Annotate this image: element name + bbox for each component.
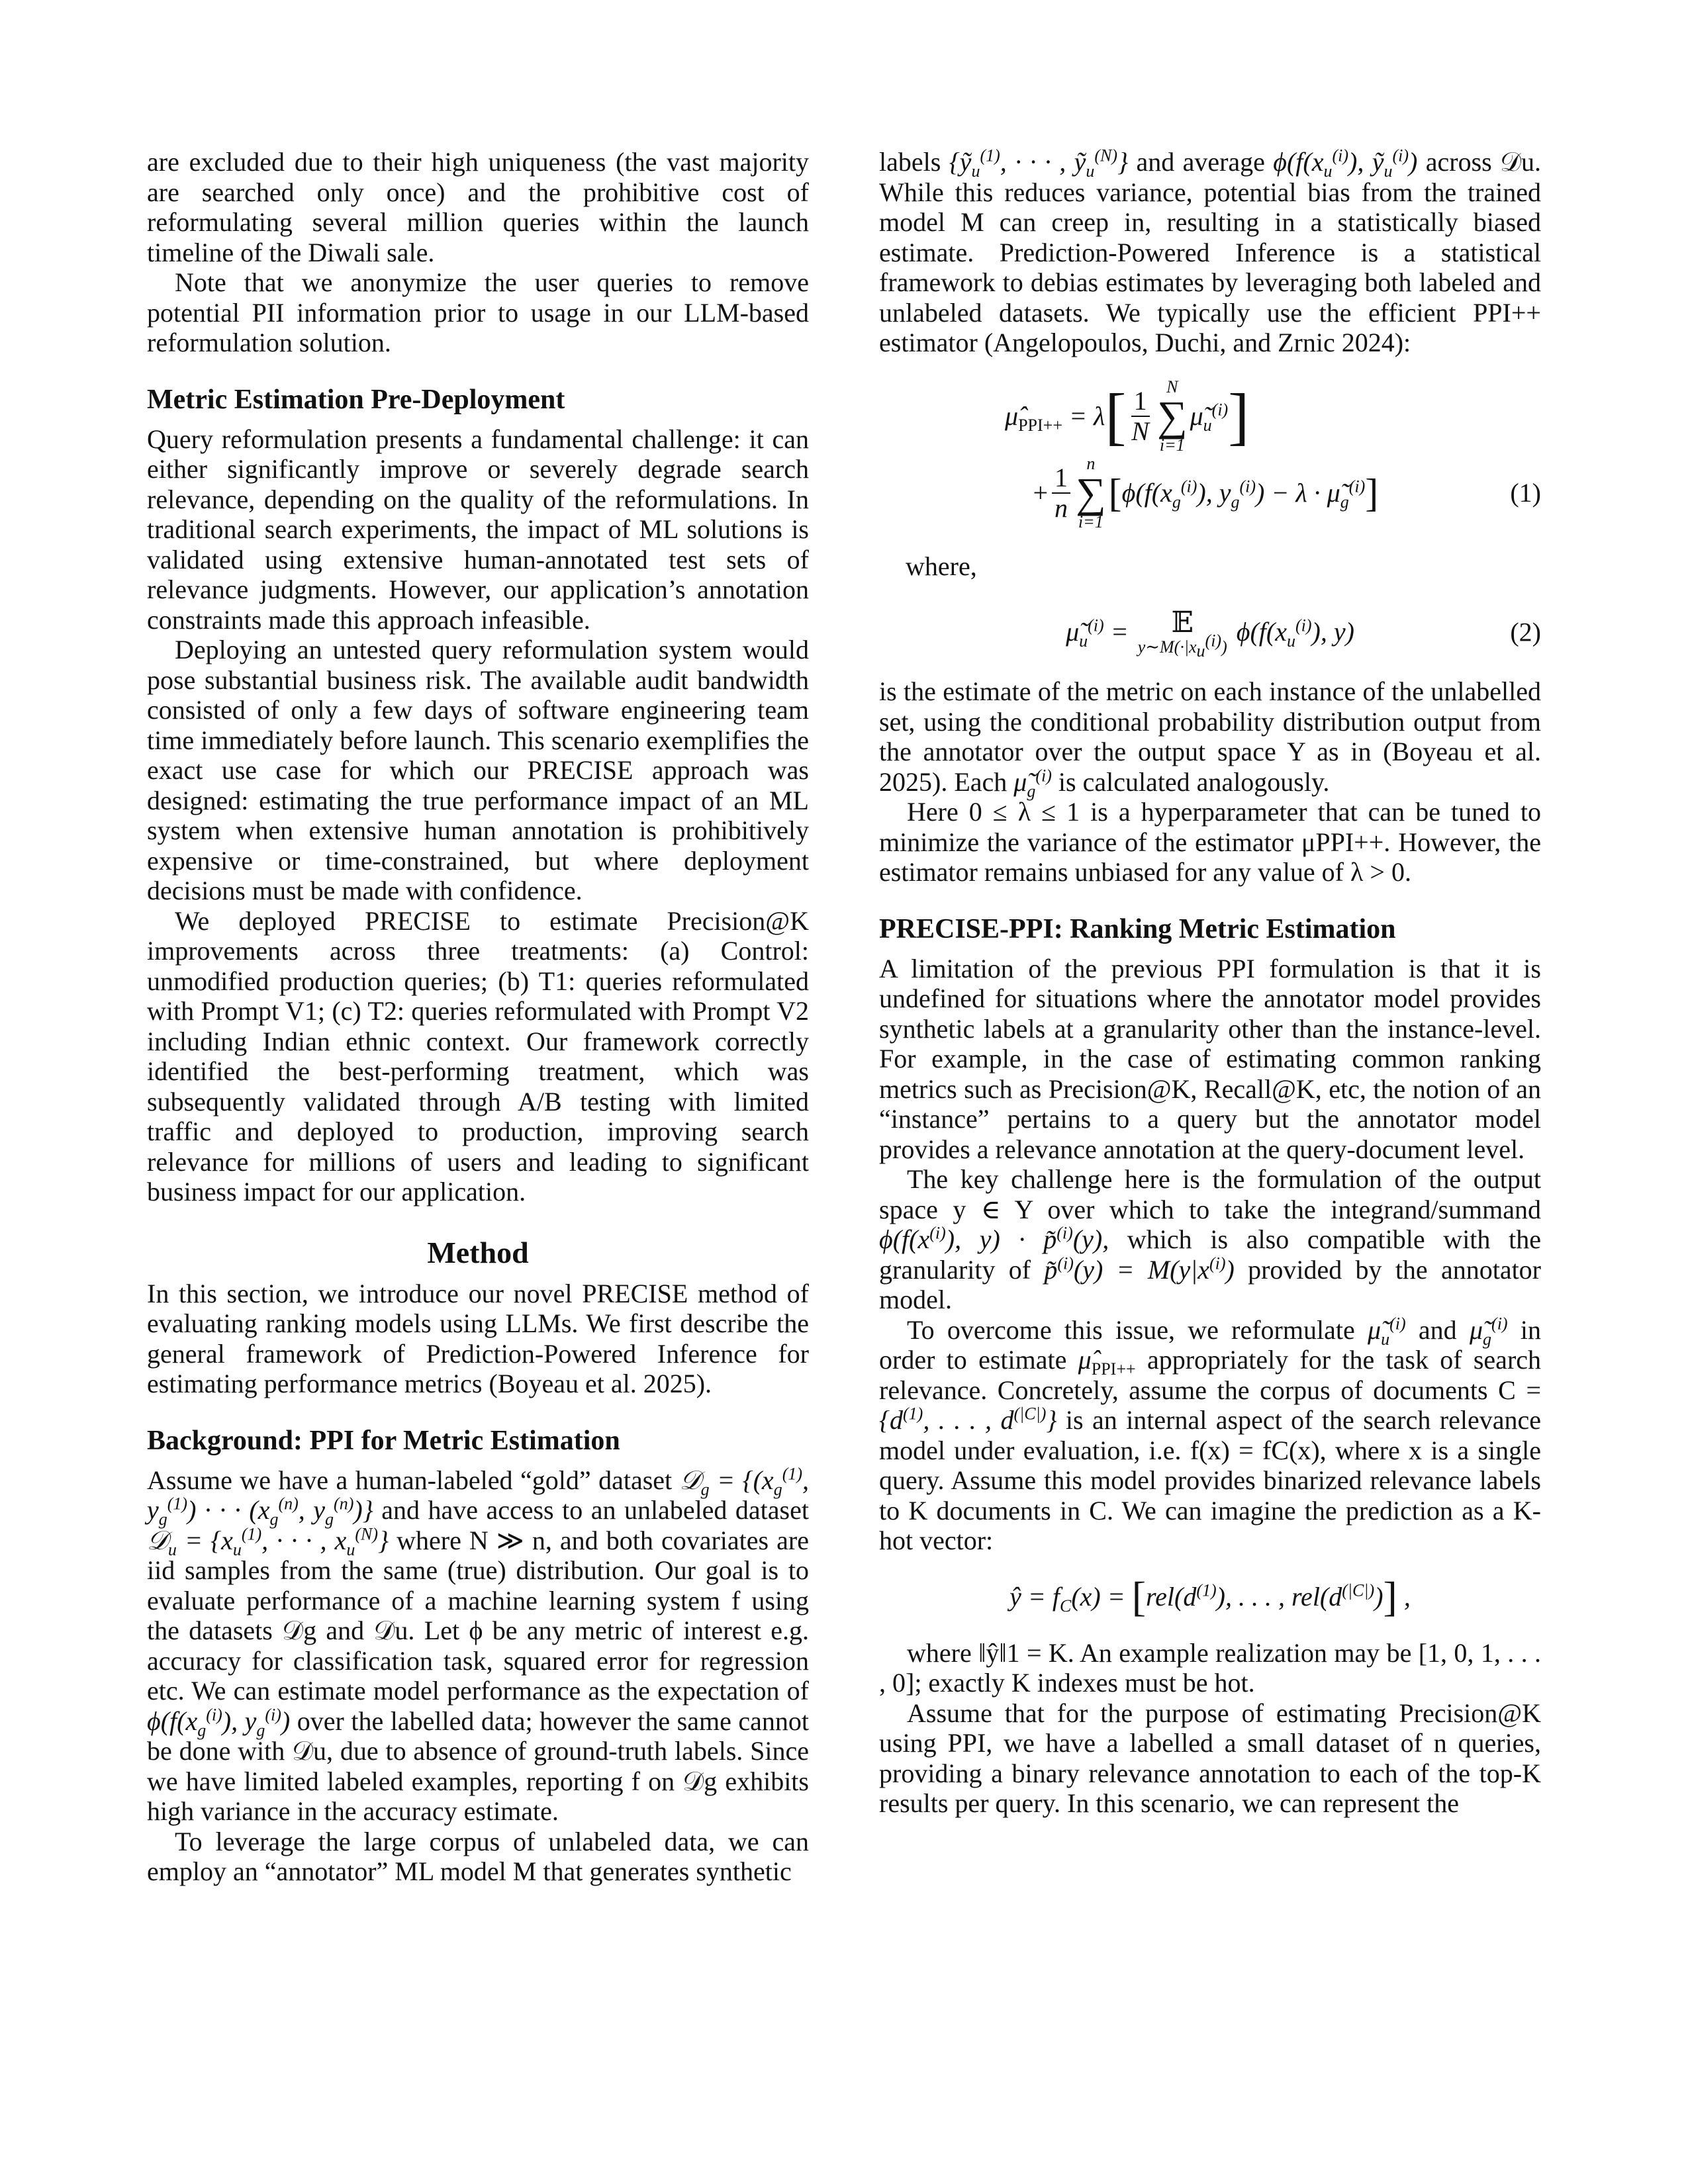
paragraph: Here 0 ≤ λ ≤ 1 is a hyperparameter that can be tuned to minimize the variance of the estimator μPPI++. However, the estimator remains unbiased for any value of λ > 0. [879, 797, 1541, 887]
text-run: and have access to an unlabeled dataset [381, 1495, 809, 1525]
equation-k-hot: ŷ = $f_C(x)$ = [ $rel(d^{(1)})$, . . . , $rel(d^{(|C|)})$ ] , [1009, 1572, 1411, 1620]
text-run: and average [1136, 147, 1265, 177]
text-run: labels [879, 147, 941, 177]
section-heading-metric-estimation: Metric Estimation Pre-Deployment [147, 384, 565, 415]
paragraph-labels [879, 147, 1541, 358]
paragraph: In this section, we introduce our novel PRECISE method of evaluating ranking models using LLMs. We first describe the general framework of Prediction-Powered Inference for estimating performance metrics (Boyeau et al. 2025). [147, 1278, 809, 1398]
paragraph-background [147, 1465, 809, 1827]
math-mu-u-and-g: $\mũ_u^{(i)}$ and $\mũ_g^{(i)}$ [1368, 1314, 1508, 1349]
paragraph-reformulate [879, 1315, 1541, 1556]
text-run: appropriately for the task of search relevance. Concretely, assume the corpus of documents C = [879, 1345, 1542, 1405]
section-heading-precise-ppi: PRECISE-PPI: Ranking Metric Estimation [879, 913, 1396, 944]
paragraph: Query reformulation presents a fundamental challenge: it can either significantly improve or severely degrade search relevance, depending on the quality of the reformulations. In traditional search experiments, the impact of ML solutions is validated using extensive human-annotated test sets of relevance judgments. However, our application’s annotation constraints made this approach infeasible. [147, 424, 809, 635]
text-run: To overcome this issue, we reformulate [907, 1314, 1355, 1345]
paragraph-estimate [879, 676, 1541, 801]
left-column [147, 147, 809, 1887]
right-column [879, 147, 1541, 1819]
math-phi-unlabeled: $\phi(f(x_u^{(i)})$, ỹ$_u^{(i)}$) [1273, 146, 1418, 181]
paragraph: Assume that for the purpose of estimating Precision@K using PPI, we have a labelled a small dataset of n queries, providing a binary relevance annotation to each of the top-K results per query. In this scenario, we can represent the [879, 1698, 1541, 1818]
paragraph: To leverage the large corpus of unlabeled data, we can employ an “annotator” ML model M that generates synthetic [147, 1826, 809, 1886]
text-run: Assume we have a human-labeled “gold” dataset [147, 1465, 673, 1495]
text-run: across 𝒟u. While this reduces variance, potential bias from the trained model M can creep in, resulting in a statistically biased estimate. Prediction-Powered Inference is a statistical framework to debias estimates by leveraging both labeled and unlabeled datasets. We typically use the efficient PPI++ estimator (Angelopoulos, Duchi, and Zrnic 2024): [879, 147, 1542, 357]
math-dg-definition: 𝒟$_g$ = {($x_g^{(1)}$, $y_g^{(1)}$) · · · ($x_g^{(n)}$, $y_g^{(n)}$)} [147, 1464, 810, 1529]
math-synthetic-labels: {ỹ$_u^{(1)}$, · · · , ỹ$_u^{(N)}$} [949, 146, 1129, 181]
equation-1-line-1: $\mû_{PPI++} = \lambda$ [ $\frac{1}{N}$ N ∑ i=1 $\mũ_u^{(i)}$ ] [1005, 377, 1250, 455]
paragraph: where ‖ŷ‖1 = K. An example realization may be [1, 0, 1, . . . , 0]; exactly K indexes must be hot. [879, 1637, 1541, 1698]
equation-1-line-2: + $\frac{1}{n}$ n ∑ i=1 [ $\phi(f(x_g^{(i)})$, $y_g^{(i)}) - \lambda$ · $\mũ_g^{(i)}$ ] (1) [1031, 453, 1541, 531]
equation-1 [879, 378, 1541, 531]
paragraph: are excluded due to their high uniqueness (the vast majority are searched only once) and the prohibitive cost of reformulating several million queries within the launch timeline of the Diwali sale. [147, 147, 809, 267]
equation-2: $\mũ_u^{(i)}$ = 𝔼 $y\sim M(\cdot|x_u^{(i)})$ $\phi(f(x_u^{(i)})$, y) (2) [1066, 606, 1541, 661]
math-du-definition: 𝒟$_u$ = {$x_u^{(1)}$, · · · , $x_u^{(N)}$} [147, 1524, 389, 1559]
text-run: which is also compatible with the granularity of [879, 1224, 1541, 1285]
math-phi-integrand: $\phi(f(x^{(i)})$, y) · p̃$^{(i)}$(y), [879, 1223, 1109, 1254]
equation-number: (1) [1510, 477, 1541, 508]
math-corpus: {$d^{(1)}$, . . . , $d^{(|C|)}$} [879, 1404, 1057, 1435]
text-run: is an internal aspect of the search relevance model under evaluation, i.e. f(x) = fC(x), where x is a single query. Assume this model provides binarized relevance labels to K documents in C. We can imagine the prediction as a K-hot vector: [879, 1405, 1542, 1555]
math-mu-g: $\mũ_g^{(i)}$ [1013, 766, 1052, 801]
paragraph-key-challenge [879, 1164, 1541, 1315]
text-run: over the labelled data; however the same cannot be done with 𝒟u, due to absence of ground-truth labels. Since we have limited labeled examples, reporting f on 𝒟g exhibits high variance in the accuracy estimate. [147, 1706, 810, 1826]
text-run: in order to estimate [879, 1314, 1541, 1375]
math-mu-hat-ppi: $\mû_{PPI++}$ [1078, 1345, 1136, 1379]
paragraph: We deployed PRECISE to estimate Precision@K improvements across three treatments: (a) Control: unmodified production queries; (b) T1: queries reformulated with Prompt V1; (c) T2: queries reformulated with Prompt V2 including Indian ethnic context. Our framework correctly identified the best-performing treatment, which was subsequently validated through A/B testing with limited traffic and deployed to production, improving search relevance for millions of users and leading to significant business impact for our application. [147, 905, 809, 1206]
math-p-tilde: p̃$^{(i)}$(y) = $M(y|x^{(i)})$ [1044, 1253, 1235, 1285]
text-run: where N ≫ n, and both covariates are iid samples from the same (true) distribution. Our goal is to evaluate performance of a machine learning system f using the datasets 𝒟g and 𝒟u. Let ϕ be any metric of interest e.g. accuracy for classification task, squared error for regression etc. We can estimate model performance as the expectation of [147, 1525, 809, 1706]
text-run: is the estimate of the metric on each instance of the unlabelled set, using the conditional probability distribution output from the annotator over the output space Y as in (Boyeau et al. 2025). Each [879, 676, 1541, 797]
equation-number: (2) [1510, 617, 1541, 647]
paragraph: Deploying an untested query reformulation system would pose substantial business risk. The available audit bandwidth consisted of only a few days of software engineering team time immediately before launch. This scenario exemplifies the exact use case for which our PRECISE approach was designed: estimating the true performance impact of an ML system when extensive human annotation is prohibitively expensive or time-constrained, but where deployment decisions must be made with confidence. [147, 635, 809, 905]
text-run: is calculated analogously. [1058, 766, 1330, 797]
section-heading-background: Background: PPI for Metric Estimation [147, 1425, 620, 1456]
math-phi-gold: $\phi(f(x_g^{(i)})$, $y_g^{(i)}$) [147, 1705, 291, 1740]
section-heading-method: Method [427, 1235, 529, 1269]
paragraph: Note that we anonymize the user queries to remove potential PII information prior to usage in our LLM-based reformulation solution. [147, 267, 809, 357]
where-label: where, [906, 551, 977, 581]
text-run: provided by the annotator model. [879, 1254, 1541, 1314]
text-run: The key challenge here is the formulation of the output space y ∈ Y over which to take the integrand/summand [879, 1164, 1541, 1224]
paragraph: A limitation of the previous PPI formulation is that it is undefined for situations where the annotator model provides synthetic labels at a granularity other than the instance-level. For example, in the case of estimating common ranking metrics such as Precision@K, Recall@K, etc, the notion of an “instance” pertains to a query but the annotator model provides a relevance annotation at the query-document level. [879, 953, 1541, 1164]
